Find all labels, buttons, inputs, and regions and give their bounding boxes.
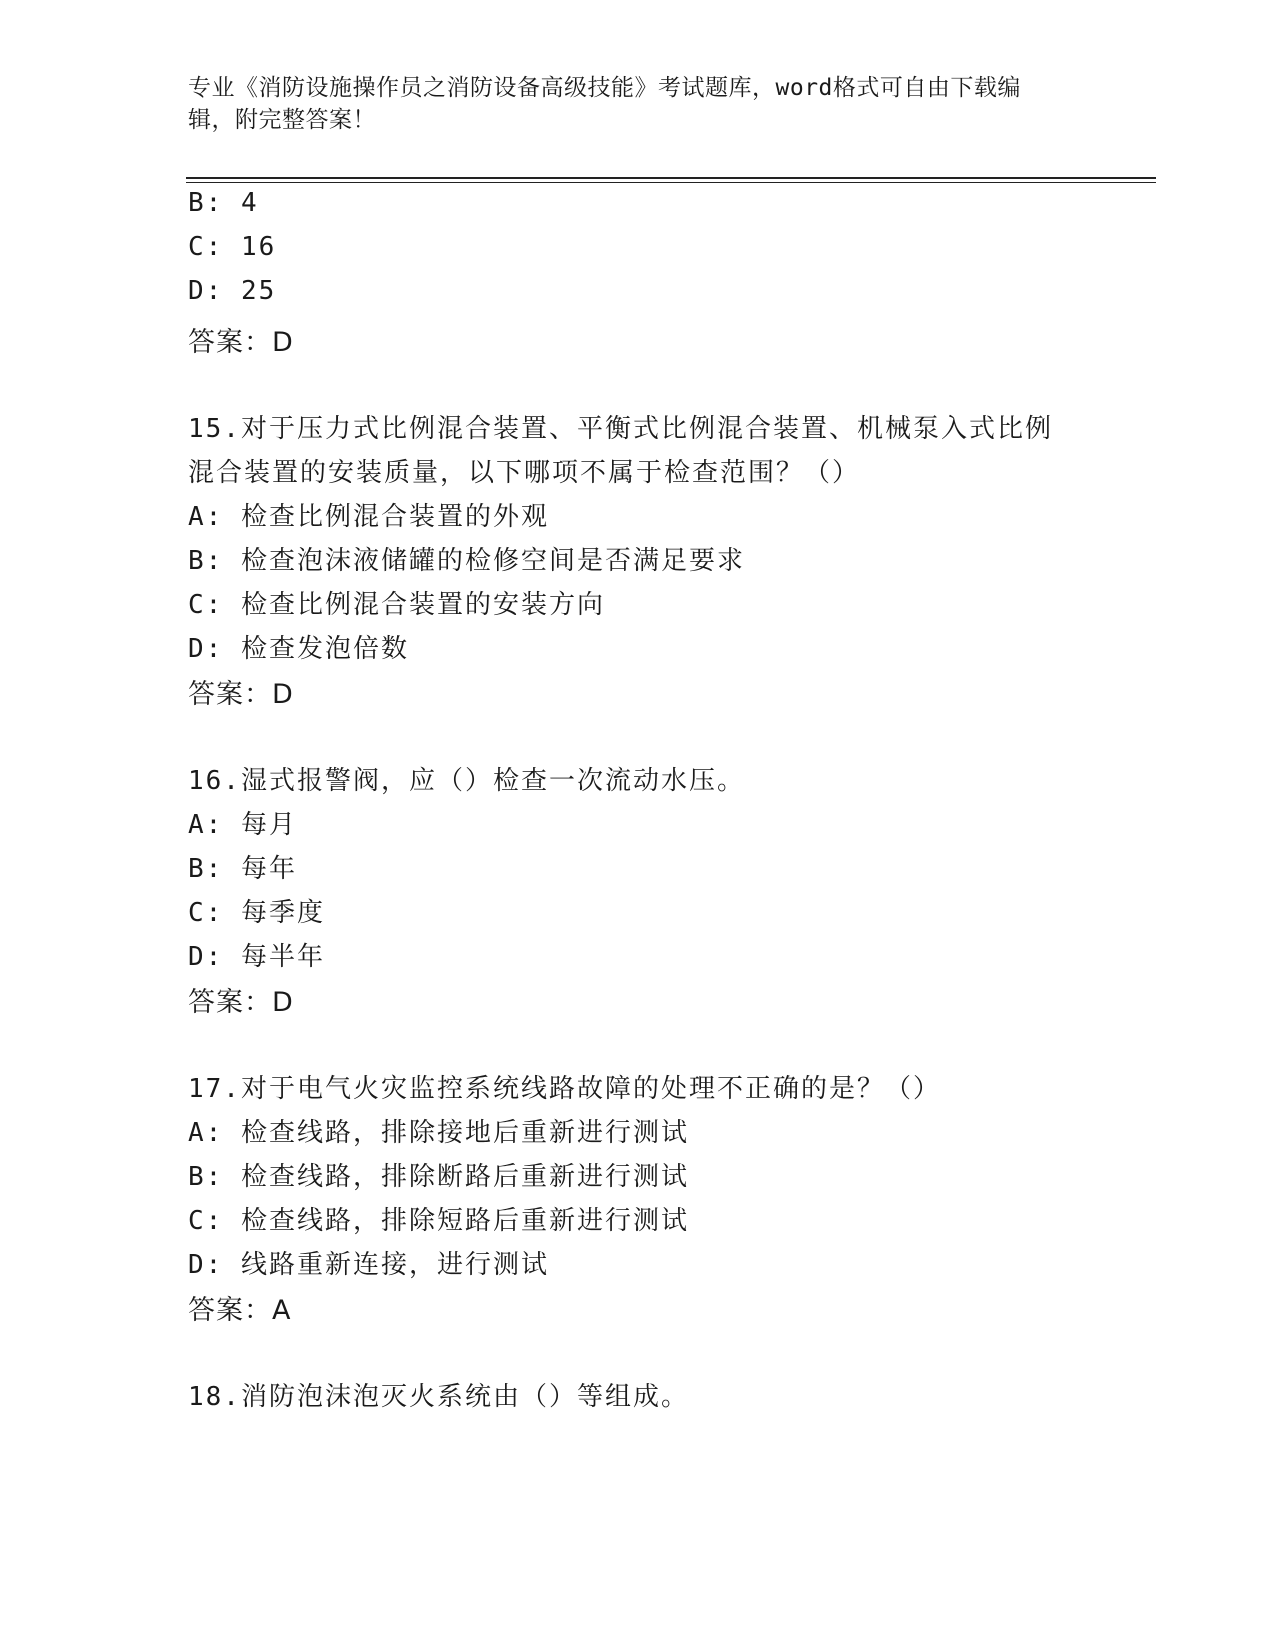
option-d: D: 25: [188, 276, 277, 306]
option-d: D: 线路重新连接，进行测试: [188, 1250, 549, 1280]
answer-line: [188, 1288, 291, 1327]
option-b: B: 每年: [188, 854, 297, 884]
answer-line: [188, 320, 294, 359]
option-a: A: 检查线路，排除接地后重新进行测试: [188, 1118, 689, 1148]
option-b: B: 检查线路，排除断路后重新进行测试: [188, 1162, 689, 1192]
question-18-stem: 18.消防泡沫泡灭火系统由（）等组成。: [188, 1382, 689, 1412]
answer-value: A: [272, 1295, 292, 1326]
option-c: C: 每季度: [188, 898, 325, 928]
answer-value: D: [272, 987, 294, 1018]
header-line-2: 辑，附完整答案！: [188, 107, 376, 133]
option-a: A: 每月: [188, 810, 297, 840]
answer-label: 答案：: [188, 327, 272, 358]
answer-label: 答案：: [188, 679, 272, 710]
option-b: B: 检查泡沫液储罐的检修空间是否满足要求: [188, 546, 745, 576]
question-17-stem: 17.对于电气火灾监控系统线路故障的处理不正确的是？（）: [188, 1074, 941, 1104]
answer-label: 答案：: [188, 987, 272, 1018]
question-15-stem-1: 15.对于压力式比例混合装置、平衡式比例混合装置、机械泵入式比例: [188, 414, 1053, 444]
question-16-stem: 16.湿式报警阀，应（）检查一次流动水压。: [188, 766, 745, 796]
option-d: D: 每半年: [188, 942, 325, 972]
answer-label: 答案：: [188, 1295, 272, 1326]
header-rule: [186, 177, 1156, 179]
document-header: [188, 72, 1068, 136]
option-c: C: 检查线路，排除短路后重新进行测试: [188, 1206, 689, 1236]
answer-line: [188, 980, 294, 1019]
option-c: C: 检查比例混合装置的安装方向: [188, 590, 605, 620]
option-b: B: 4: [188, 188, 259, 218]
option-d: D: 检查发泡倍数: [188, 634, 409, 664]
answer-line: [188, 672, 294, 711]
option-c: C: 16: [188, 232, 277, 262]
question-15-stem-2: 混合装置的安装质量，以下哪项不属于检查范围？（）: [188, 458, 861, 488]
header-rule-thin: [186, 182, 1156, 183]
answer-value: D: [272, 679, 294, 710]
header-line-1: 专业《消防设施操作员之消防设备高级技能》考试题库，word格式可自由下载编: [188, 75, 1021, 101]
option-a: A: 检查比例混合装置的外观: [188, 502, 549, 532]
answer-value: D: [272, 327, 294, 358]
